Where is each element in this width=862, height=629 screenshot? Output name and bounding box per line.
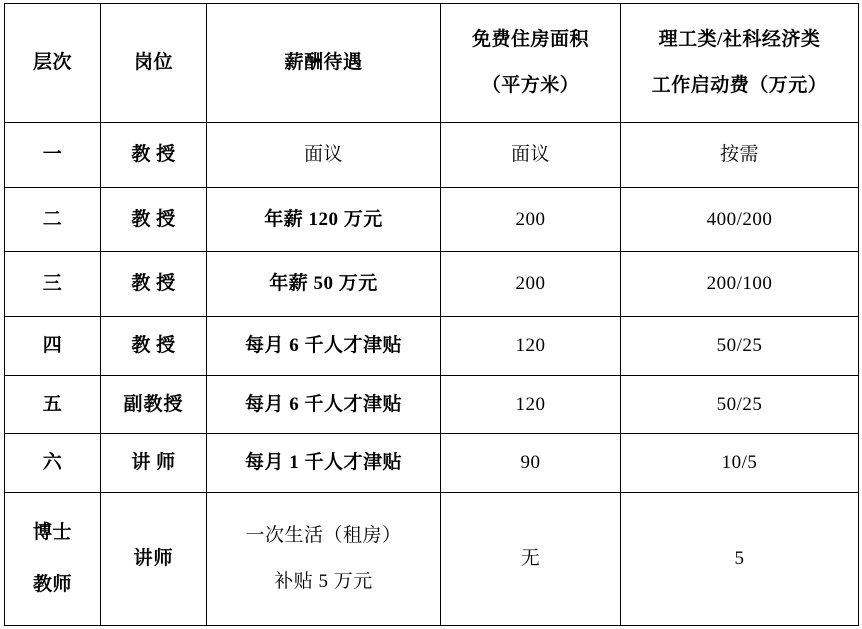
table-row — [5, 375, 859, 434]
cell-housing: 面议 — [441, 123, 621, 188]
header-startup-line-1: 理工类/社科经济类 — [658, 28, 821, 50]
header-cell-post — [101, 4, 207, 123]
cell-pay: 年薪 50 万元 — [207, 252, 441, 317]
cell-level: 二 — [5, 187, 101, 252]
table-row — [5, 316, 859, 375]
header-salary-line-1: 薪酬待遇 — [284, 51, 363, 73]
header-cell-salary — [207, 4, 441, 123]
cell-post: 副教授 — [101, 375, 207, 434]
cell-level-line-2: 教师 — [32, 573, 72, 595]
cell-startup: 400/200 — [621, 187, 859, 252]
cell-housing: 120 — [441, 316, 621, 375]
header-startup-line-2: 工作启动费（万元） — [651, 75, 828, 97]
cell-housing: 200 — [441, 187, 621, 252]
header-cell-housing — [441, 4, 621, 123]
cell-pay-line-2: 补贴 5 万元 — [274, 570, 373, 592]
cell-pay: 每月 6 千人才津贴 — [207, 316, 441, 375]
cell-level — [5, 492, 101, 625]
table-row — [5, 492, 859, 625]
cell-level-line-1: 博士 — [32, 522, 72, 544]
salary-benefits-table — [4, 3, 859, 626]
cell-pay: 年薪 120 万元 — [207, 187, 441, 252]
cell-post: 教 授 — [101, 252, 207, 317]
cell-pay: 每月 6 千人才津贴 — [207, 375, 441, 434]
cell-level: 一 — [5, 123, 101, 188]
cell-post: 讲 师 — [101, 434, 207, 493]
cell-housing: 90 — [441, 434, 621, 493]
cell-startup: 5 — [621, 492, 859, 625]
table-row — [5, 252, 859, 317]
cell-level: 四 — [5, 316, 101, 375]
cell-housing: 无 — [441, 492, 621, 625]
cell-pay: 每月 1 千人才津贴 — [207, 434, 441, 493]
cell-post: 教 授 — [101, 123, 207, 188]
table-row — [5, 123, 859, 188]
cell-level: 五 — [5, 375, 101, 434]
cell-level: 六 — [5, 434, 101, 493]
cell-level: 三 — [5, 252, 101, 317]
cell-startup: 50/25 — [621, 375, 859, 434]
header-post-line-1: 岗位 — [133, 51, 173, 73]
cell-startup: 10/5 — [621, 434, 859, 493]
header-housing-line-2: （平方米） — [481, 75, 580, 97]
header-cell-startup — [621, 4, 859, 123]
header-cell-level — [5, 4, 101, 123]
table-row — [5, 187, 859, 252]
cell-housing: 120 — [441, 375, 621, 434]
cell-housing: 200 — [441, 252, 621, 317]
table-header-row — [5, 4, 859, 123]
cell-startup: 200/100 — [621, 252, 859, 317]
cell-post: 讲师 — [101, 492, 207, 625]
cell-startup: 按需 — [621, 123, 859, 188]
header-housing-line-1: 免费住房面积 — [471, 28, 589, 50]
header-level-line-1: 层次 — [32, 51, 72, 73]
cell-pay: 面议 — [207, 123, 441, 188]
cell-post: 教 授 — [101, 187, 207, 252]
table-row — [5, 434, 859, 493]
cell-pay-line-1: 一次生活（租房） — [245, 525, 402, 547]
cell-pay — [207, 492, 441, 625]
cell-startup: 50/25 — [621, 316, 859, 375]
cell-post: 教 授 — [101, 316, 207, 375]
